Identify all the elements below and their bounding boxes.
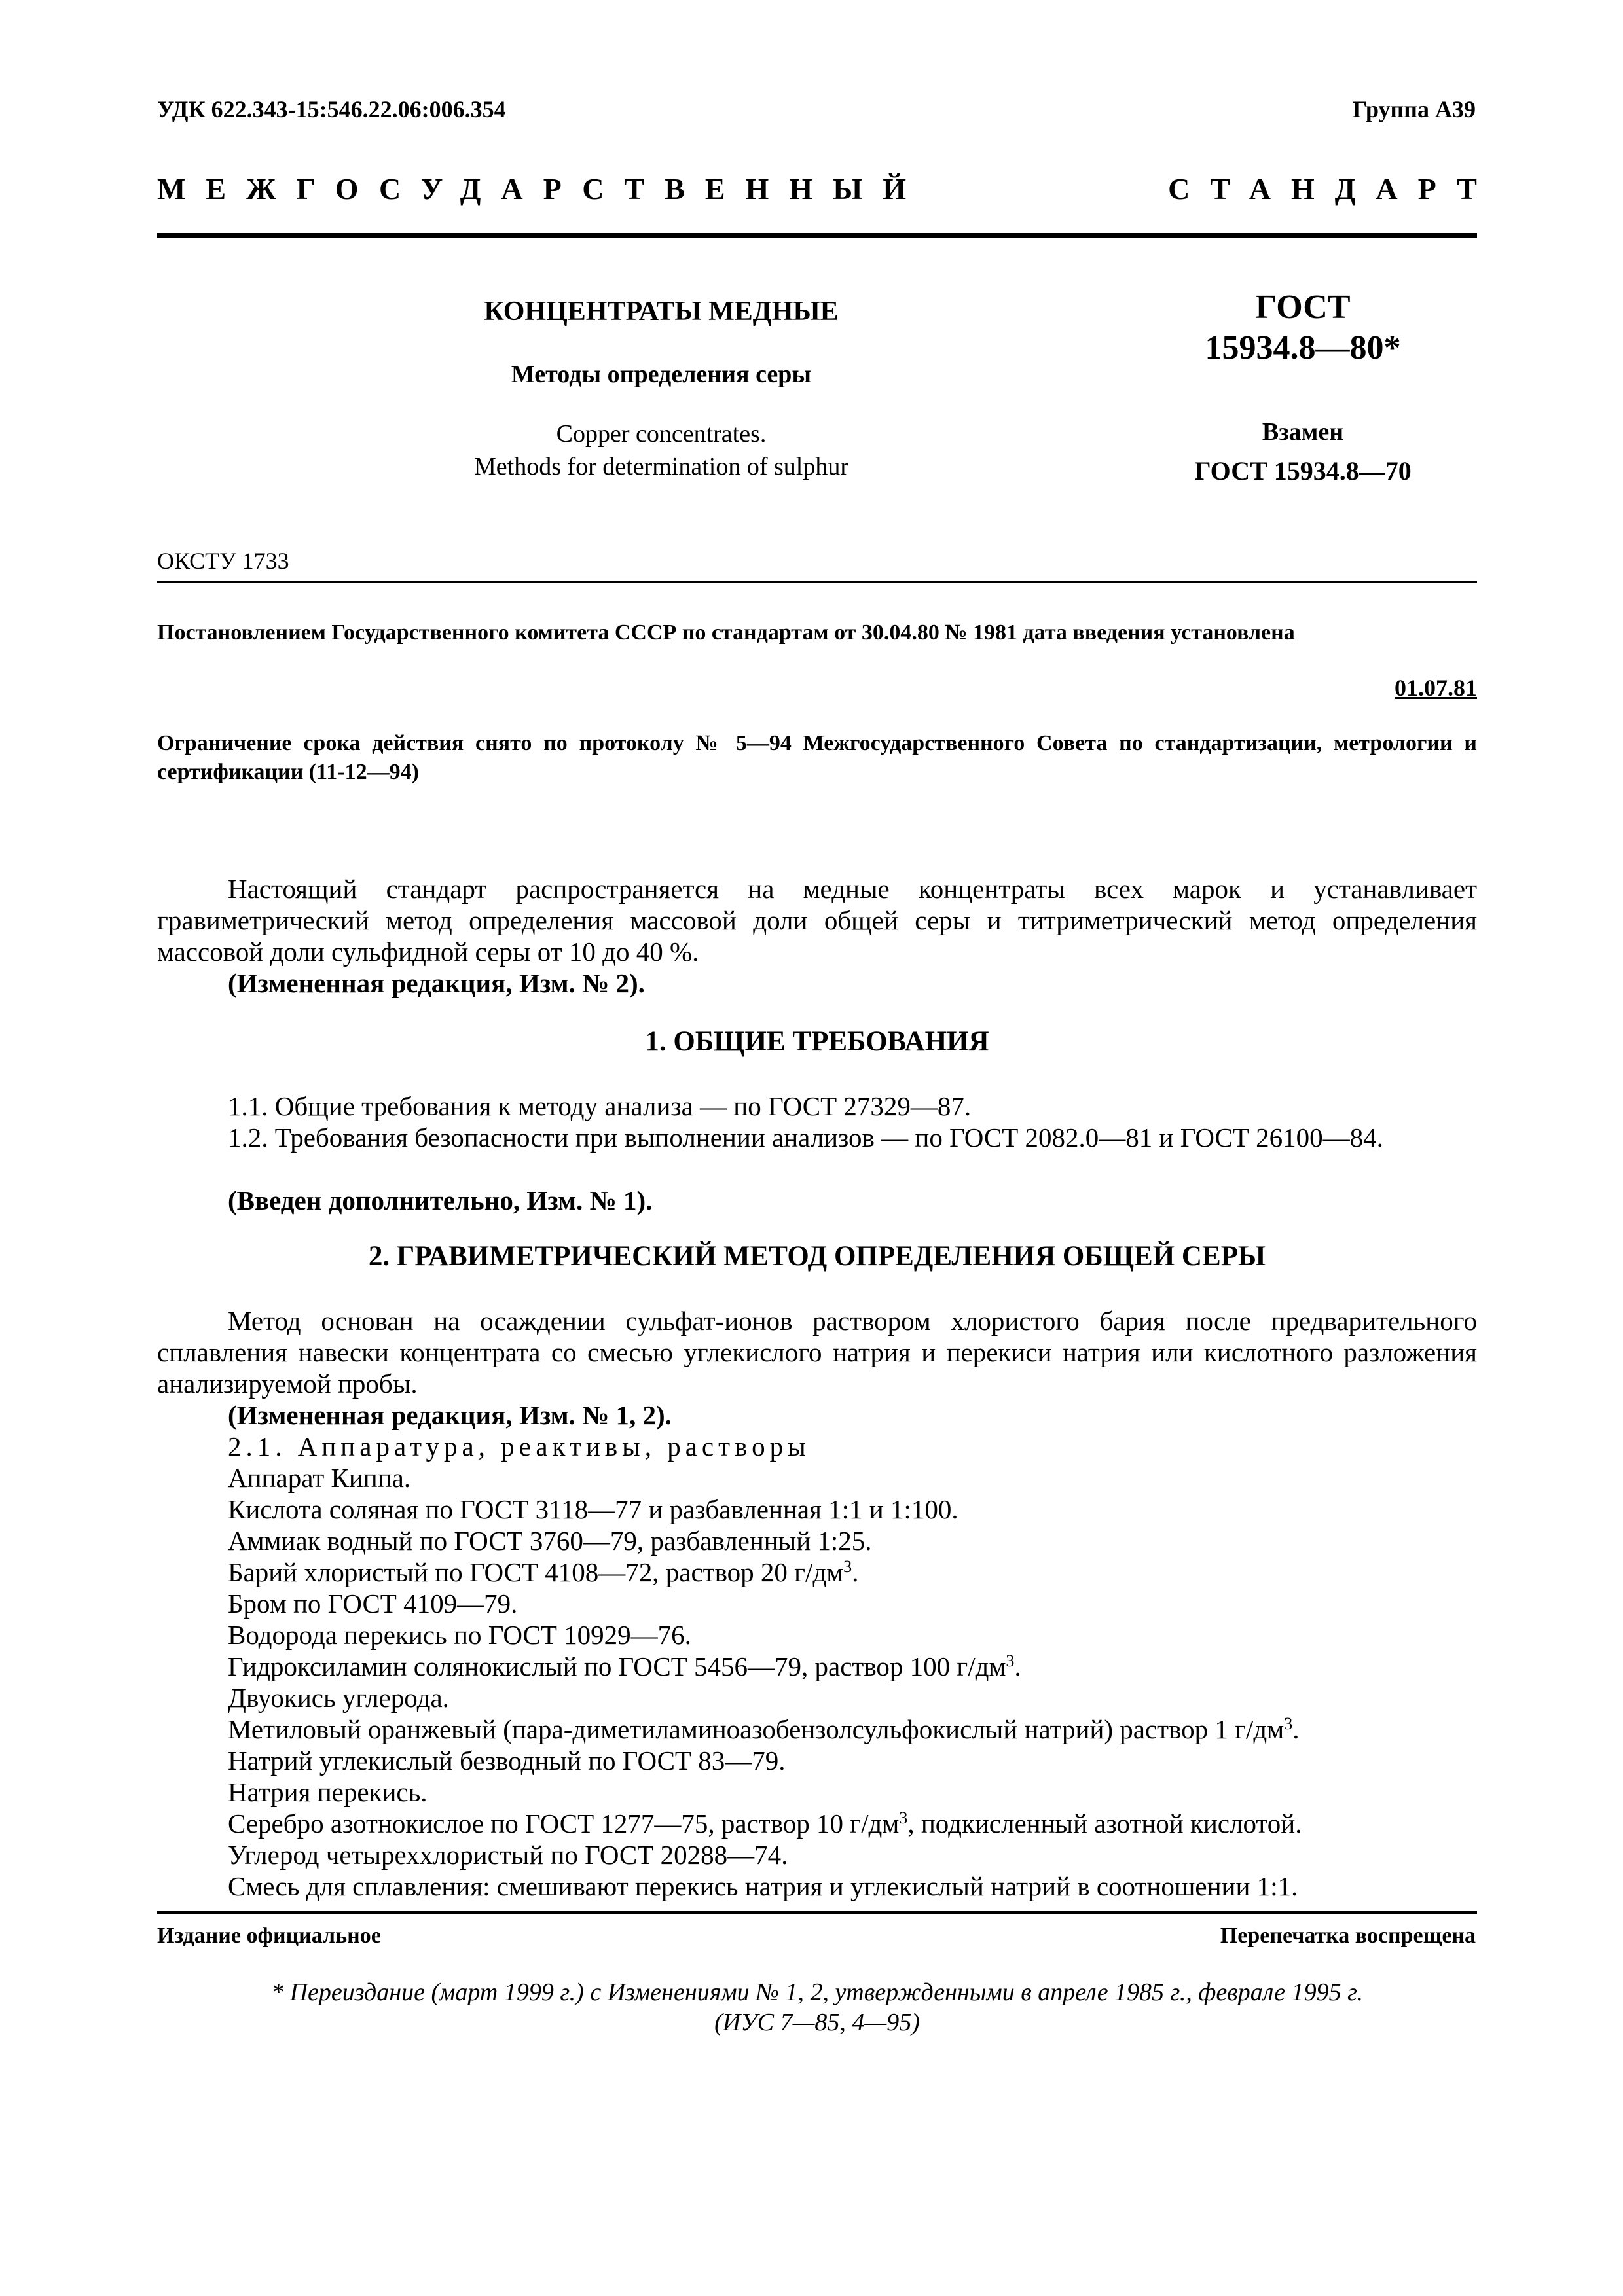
reissue-note-line-2: (ИУС 7—85, 4—95) bbox=[714, 2009, 920, 2036]
reagent-silver-nitrate-text: Серебро азотнокислое по ГОСТ 1277—75, раствор 10 г/дм bbox=[228, 1808, 900, 1839]
interstate-word: МЕЖГОСУДАРСТВЕННЫЙ bbox=[157, 172, 927, 206]
decree-text: Постановлением Государственного комитета СССР по стандартам от 30.04.80 № 1981 дата введения установлена bbox=[157, 620, 1295, 645]
reagent-hydrochloric-acid: Кислота соляная по ГОСТ 3118—77 и разбавленная 1:1 и 1:100. bbox=[228, 1494, 958, 1524]
reagent-ammonia: Аммиак водный по ГОСТ 3760—79, разбавленный 1:25. bbox=[228, 1526, 872, 1556]
oksty-rule bbox=[157, 581, 1477, 583]
gost-number: 15934.8—80* bbox=[1205, 329, 1401, 367]
document-title: КОНЦЕНТРАТЫ МЕДНЫЕ bbox=[484, 296, 839, 327]
item-1-1: 1.1. Общие требования к методу анализа — по ГОСТ 27329—87. bbox=[228, 1091, 972, 1121]
standard-word: СТАНДАРТ bbox=[1168, 172, 1497, 206]
intro-paragraph: Настоящий стандарт распространяется на медные концентраты всех марок и устанавливает гравиметрический метод определения массовой доли общей серы и титриметрический метод определения массовой доли сульфидной серы от 10 до 40 %. bbox=[157, 874, 1477, 967]
reagent-hydroxylamine bbox=[228, 1651, 1021, 1682]
reagent-methyl-orange bbox=[228, 1713, 1299, 1745]
superscript-3: 3 bbox=[1006, 1651, 1015, 1670]
replaces-value: ГОСТ 15934.8—70 bbox=[1194, 456, 1412, 486]
intro-amendment: (Измененная редакция, Изм. № 2). bbox=[228, 968, 645, 998]
english-title-line-2: Methods for determination of sulphur bbox=[473, 453, 848, 480]
english-title bbox=[393, 418, 930, 483]
reagent-fusion-mixture: Смесь для сплавления: смешивают перекись натрия и углекислый натрий в соотношении 1:1. bbox=[228, 1871, 1298, 1901]
section-2-amendment: (Измененная редакция, Изм. № 1, 2). bbox=[228, 1400, 672, 1430]
footer-rule bbox=[157, 1911, 1477, 1914]
group-code: Группа А39 bbox=[1352, 96, 1476, 122]
section-2-heading: 2. ГРАВИМЕТРИЧЕСКИЙ МЕТОД ОПРЕДЕЛЕНИЯ ОБЩЕЙ СЕРЫ bbox=[368, 1241, 1266, 1272]
reagent-silver-nitrate-tail: , подкисленный азотной кислотой. bbox=[907, 1808, 1302, 1839]
superscript-3: 3 bbox=[1284, 1714, 1293, 1733]
udk-code: УДК 622.343-15:546.22.06:006.354 bbox=[157, 96, 506, 122]
superscript-3: 3 bbox=[899, 1808, 908, 1827]
reagent-carbon-tetrachloride: Углерод четыреххлористый по ГОСТ 20288—74. bbox=[228, 1840, 788, 1870]
limitation-note: Ограничение срока действия снято по протоколу № 5—94 Межгосударственного Совета по стандартизации, метрологии и сертификации (11-12—94) bbox=[157, 731, 1477, 784]
replaces-label: Взамен bbox=[1262, 418, 1344, 446]
section-2-intro: Метод основан на осаждении сульфат-ионов раствором хлористого бария после предварительного сплавления навески концентрата со смесью углекислого натрия и перекиси натрия или кислотного разложения анализируемой пробы. bbox=[157, 1306, 1477, 1399]
interstate-standard-heading bbox=[157, 172, 1497, 206]
reagent-sodium-peroxide: Натрия перекись. bbox=[228, 1777, 428, 1807]
reagent-methyl-orange-text: Метиловый оранжевый (пара-диметиламиноазобензолсульфокислый натрий) раствор 1 г/дм bbox=[228, 1714, 1285, 1744]
reprint-forbidden-label: Перепечатка воспрещена bbox=[1220, 1924, 1476, 1948]
reagent-hydrogen-peroxide: Водорода перекись по ГОСТ 10929—76. bbox=[228, 1620, 691, 1650]
header-rule bbox=[157, 233, 1477, 238]
oksty-code: ОКСТУ 1733 bbox=[157, 548, 289, 574]
reagent-barium-chloride bbox=[228, 1556, 858, 1588]
reagent-kipp: Аппарат Киппа. bbox=[228, 1463, 411, 1493]
gost-label: ГОСТ bbox=[1255, 289, 1351, 326]
period: . bbox=[852, 1557, 859, 1587]
introduction-date: 01.07.81 bbox=[1395, 675, 1477, 701]
reagent-hydroxylamine-text: Гидроксиламин солянокислый по ГОСТ 5456—79, раствор 100 г/дм bbox=[228, 1651, 1006, 1681]
english-title-line-1: Copper concentrates. bbox=[556, 420, 767, 448]
reagent-bromine: Бром по ГОСТ 4109—79. bbox=[228, 1588, 518, 1619]
section-1-amendment: (Введен дополнительно, Изм. № 1). bbox=[228, 1185, 653, 1215]
item-1-2: 1.2. Требования безопасности при выполнении анализов — по ГОСТ 2082.0—81 и ГОСТ 26100—84. bbox=[228, 1122, 1383, 1153]
period: . bbox=[1292, 1714, 1300, 1744]
section-1-heading: 1. ОБЩИЕ ТРЕБОВАНИЯ bbox=[645, 1026, 989, 1057]
reagent-silver-nitrate bbox=[228, 1808, 1302, 1839]
document-subtitle: Методы определения серы bbox=[511, 361, 812, 388]
reagent-carbon-dioxide: Двуокись углерода. bbox=[228, 1683, 449, 1713]
superscript-3: 3 bbox=[843, 1557, 852, 1576]
reagent-barium-chloride-text: Барий хлористый по ГОСТ 4108—72, раствор 20 г/дм bbox=[228, 1557, 844, 1587]
reagent-sodium-carbonate: Натрий углекислый безводный по ГОСТ 83—79. bbox=[228, 1746, 786, 1776]
edition-label: Издание официальное bbox=[157, 1924, 381, 1948]
reissue-note-line-1: * Переиздание (март 1999 г.) с Изменениями № 1, 2, утвержденными в апреле 1985 г., феврале 1995 г. bbox=[271, 1979, 1363, 2006]
subsection-2-1-heading: 2.1. Аппаратура, реактивы, растворы bbox=[228, 1431, 811, 1462]
period: . bbox=[1014, 1651, 1021, 1681]
